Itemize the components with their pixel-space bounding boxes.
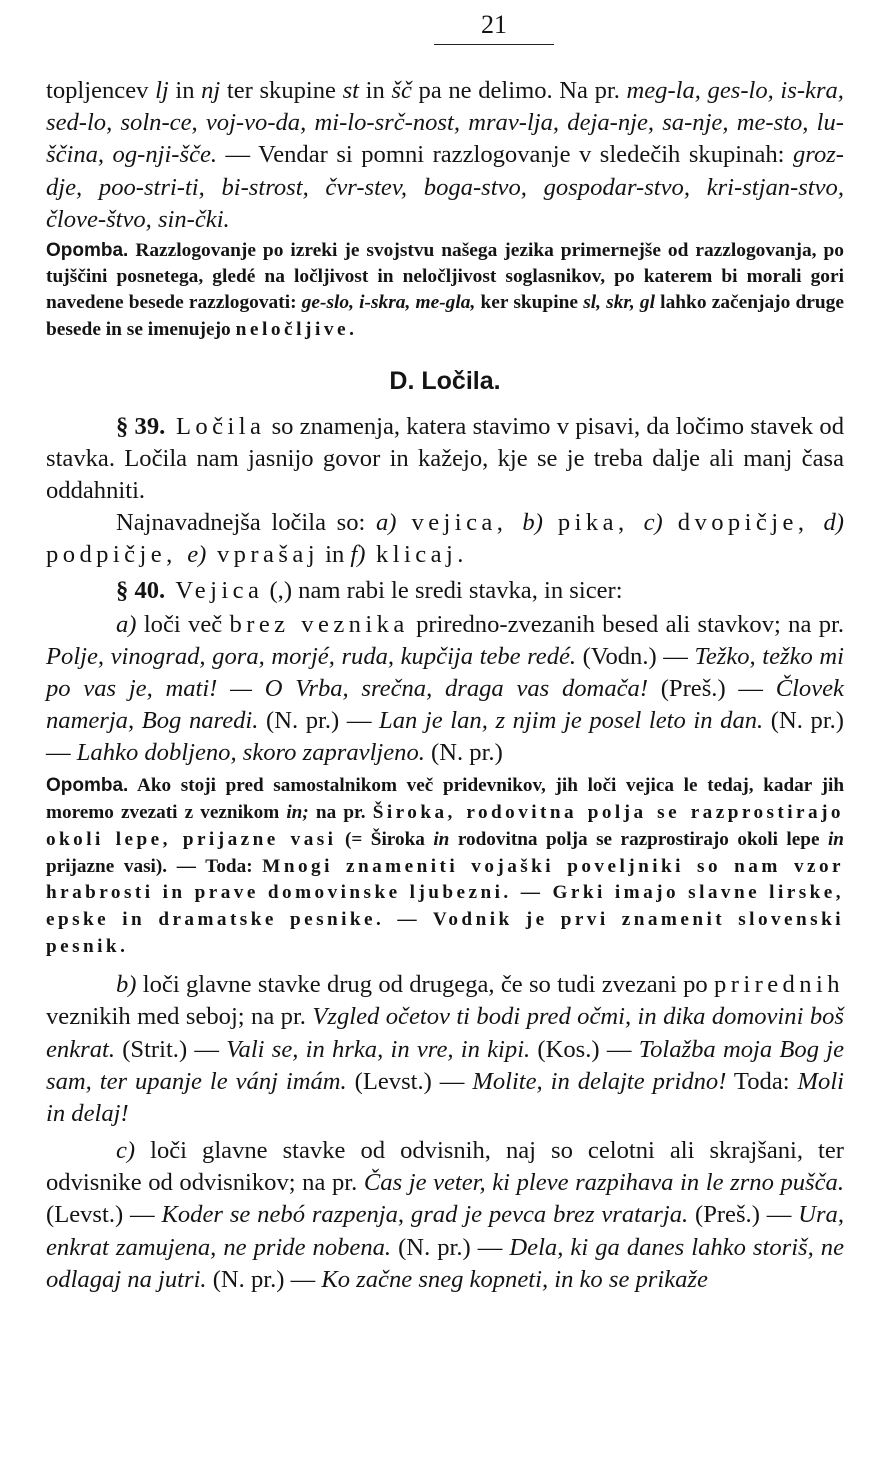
paragraph-section-40 [46, 575, 844, 607]
text-run: loči več [136, 611, 230, 639]
text-run: ker skupine [475, 292, 584, 314]
italic-run: Dela, ki ga danes lahko storiš, ne odlagaj na jutri. [46, 1233, 844, 1293]
spaced-run: Mnogi znameniti vojaški poveljniki so nam vzor hrabrosti in prave domovinske ljubezni. — Grki imajo slavne lirske, epske in dramatske pesnike. — Vodnik je prvi znamenit slovenski pesnik. [46, 855, 844, 957]
text-run: veznikih med seboj; na pr. [46, 1003, 313, 1031]
text-run: (= Široka [336, 828, 434, 850]
text-run: (Levst.) — [346, 1067, 473, 1095]
italic-run: meg-la, ges-lo, is-kra, sed-lo, soln-ce, voj-vo-da, mi-lo-srč-nost, mrav-lja, deja-nje, sa-nje, me-sto, lu-ščina, og-nji-šče. [46, 77, 844, 169]
section-number: § 40. [116, 576, 166, 604]
list-marker: c) [116, 1136, 136, 1164]
paragraph-rule-a [46, 609, 844, 769]
note-syllabification [46, 238, 844, 343]
italic-run: nj [201, 77, 221, 104]
italic-run: Moli in delaj! [46, 1067, 844, 1128]
text-run: (Preš.) — [648, 675, 776, 703]
italic-run: šč [391, 77, 412, 104]
italic-run: Ko začne sneg kopneti, in ko se prikaže [321, 1265, 708, 1293]
italic-run: groz-dje, poo-stri-ti, bi-strost, čvr-stev, boga-stvo, gospodar-stvo, kri-stjan-stvo, člove-štvo, sin-čki. [46, 141, 844, 233]
list-marker: b) [116, 970, 137, 998]
page-number: 21 [434, 8, 554, 45]
list-marker: e) [187, 540, 207, 568]
text-run: Toda: [726, 1067, 798, 1095]
italic-run: Človek namerja, Bog naredi. [46, 675, 844, 735]
italic-run: Čas je veter, ki pleve razpihava in le zrno pušča. [363, 1169, 844, 1197]
text-run: — Vendar si pomni razzlogovanje v sledečih skupinah: [217, 141, 793, 169]
text-run: lahko začenjajo druge besede in se imenujejo [46, 292, 844, 340]
text-run: (N. pr.) — [391, 1233, 510, 1261]
note-adjectives [46, 773, 844, 961]
text-run: (N. pr.) [424, 739, 503, 767]
text-run: (N. pr.) — [206, 1265, 322, 1293]
list-marker: f) [350, 540, 366, 568]
spaced-run: vejica, [396, 508, 523, 536]
text-run: (,) nam rabi le sredi stavka, in sicer: [263, 576, 623, 604]
text-run: (Levst.) — [46, 1201, 162, 1229]
spaced-run: prirednih [713, 970, 844, 998]
text-run: in [359, 77, 392, 104]
text-run: (N. pr.) — [46, 707, 844, 767]
text-run: loči glavne stavke od odvisnih, naj so celotni ali skrajšani, ter odvisnike od odvisnikov; na pr. [46, 1136, 844, 1197]
paragraph-punctuation-list [46, 507, 844, 571]
text-run: topljencev [46, 77, 156, 104]
italic-run: ge-slo, i-skra, me-gla, [301, 292, 476, 314]
note-label: Opomba. [46, 775, 129, 797]
text-run: (Strit.) — [114, 1035, 227, 1063]
text-run: in [168, 77, 202, 104]
italic-run: Ura, enkrat zamujena, ne pride nobena. [46, 1201, 844, 1261]
spaced-run: Ločila [165, 412, 266, 440]
text-run: ter skupine [220, 77, 343, 104]
list-marker: a) [375, 508, 397, 536]
spaced-run: brez veznika [229, 611, 409, 639]
spaced-run: klicaj. [365, 540, 468, 568]
list-marker: c) [643, 508, 663, 536]
text-run: (Vodn.) — [576, 643, 695, 671]
text-run: Najnavadnejša ločila so: [116, 508, 376, 536]
text-run: Ako stoji pred samostalnikom več pridevnikov, jih loči vejica le tedaj, kadar jih moremo zvezati z veznikom [46, 775, 844, 823]
italic-run: Lan je lan, z njim je posel leto in dan. [379, 707, 764, 735]
italic-run: Koder se nebó razpenja, grad je pevca brez vratarja. [161, 1201, 689, 1229]
text-run: loči glavne stavke drug od drugega, če so tudi zvezani po [136, 970, 714, 998]
paragraph-rule-c [46, 1135, 844, 1296]
italic-run: lj [155, 77, 169, 104]
section-number: § 39. [116, 412, 166, 440]
spaced-run: Vejica [165, 576, 264, 604]
text-run: (Kos.) — [530, 1035, 639, 1063]
spaced-run: pika, [542, 508, 644, 536]
text-run: (Preš.) — [688, 1201, 799, 1229]
text-run: (N. pr.) — [258, 707, 380, 735]
spaced-run: podpičje, [46, 540, 188, 568]
spaced-run: vprašaj [206, 540, 319, 568]
spaced-run: Široka, rodovitna polja se razprostirajo okoli lepe, prijazne vasi [46, 801, 844, 850]
text-run: in [318, 540, 351, 568]
italic-run: in; [286, 801, 309, 823]
italic-run: Lahko dobljeno, skoro zapravljeno. [76, 739, 425, 767]
italic-run: Vali se, in hrka, in vre, in kipi. [226, 1035, 531, 1063]
italic-run: in [433, 828, 450, 850]
list-marker: b) [522, 508, 543, 536]
italic-run: Težko, težko mi po vas je, mati! — O Vrba, srečna, draga vas domača! [46, 643, 844, 703]
text-run: priredno-zvezanih besed ali stavkov; na pr. [408, 611, 845, 639]
italic-run: Polje, vinograd, gora, morjé, ruda, kupčija tebe redé. [46, 643, 577, 671]
text-run: so znamenja, katera stavimo v pisavi, da ločimo stavek od stavka. Ločila nam jasnijo govor in kažejo, kje se je treba dalje ali manj časa oddahniti. [46, 412, 845, 504]
text-run: Razzlogovanje po izreki je svojstvu našega jezika primernejše od razzlogovanja, po tujščini posnetega, gledé na ločljivost in neločljivost soglasnikov, po katerem bi morali gori navedene besede razzlogovati: [46, 240, 844, 314]
text-run: na pr. [308, 801, 373, 823]
italic-run: sl, skr, gl [583, 292, 655, 314]
text-run: pa ne delimo. Na pr. [411, 77, 627, 104]
italic-run: Vzgled očetov ti bodi pred očmi, in dika domovini boš enkrat. [46, 1003, 844, 1063]
italic-run: st [342, 77, 359, 104]
paragraph-syllable-division [46, 75, 844, 236]
spaced-run: dvopičje, [662, 508, 824, 536]
section-heading: D. Ločila. [389, 366, 501, 395]
paragraph-rule-b [46, 969, 844, 1131]
spaced-run: neločljive. [235, 318, 358, 340]
text-run: rodovitna polja se razprostirajo okoli lepe [449, 828, 828, 850]
text-run: prijazne vasi). — Toda: [46, 855, 263, 877]
list-marker: a) [116, 611, 137, 639]
note-label: Opomba. [46, 240, 129, 262]
list-marker: d) [823, 508, 844, 536]
paragraph-section-39 [46, 411, 844, 507]
italic-run: Molite, in delajte pridno! [472, 1067, 727, 1095]
italic-run: in [827, 828, 844, 850]
italic-run: Tolažba moja Bog je sam, ter upanje le vánj imám. [46, 1035, 845, 1095]
